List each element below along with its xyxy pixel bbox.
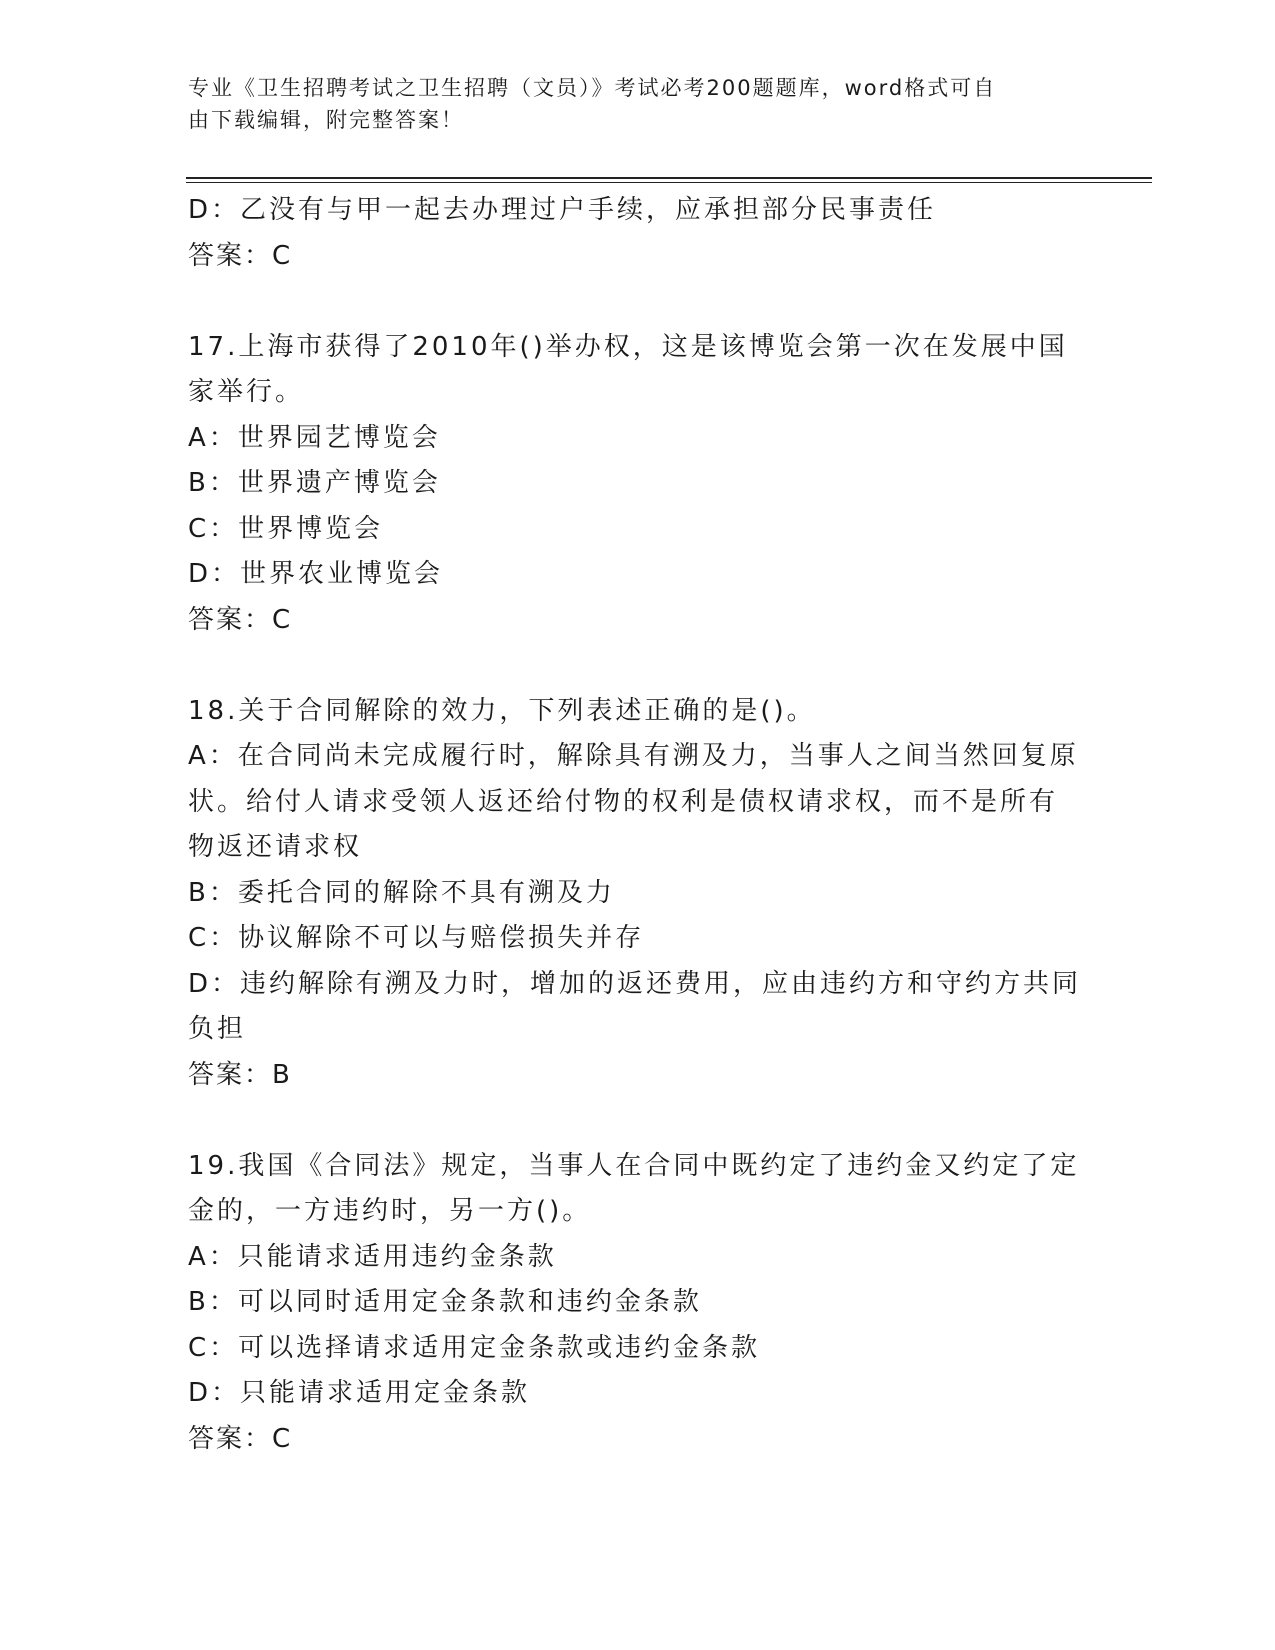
option-a-cont: 状。给付人请求受领人返还给付物的权利是债权请求权，而不是所有 bbox=[188, 786, 1059, 817]
option-c: C：可以选择请求适用定金条款或违约金条款 bbox=[188, 1332, 761, 1363]
header-line-2: 由下载编辑，附完整答案！ bbox=[188, 108, 464, 132]
option-c: C：世界博览会 bbox=[188, 513, 384, 544]
question-stem-cont: 家举行。 bbox=[188, 377, 305, 407]
option-b: B：委托合同的解除不具有溯及力 bbox=[188, 877, 615, 908]
question-stem: 18.关于合同解除的效力，下列表述正确的是()。 bbox=[188, 695, 816, 726]
option-d: D：违约解除有溯及力时，增加的返还费用，应由违约方和守约方共同 bbox=[188, 968, 1082, 999]
option-d: D：乙没有与甲一起去办理过户手续，应承担部分民事责任 bbox=[188, 195, 937, 225]
option-a: A：世界园艺博览会 bbox=[188, 422, 441, 453]
option-d: D：只能请求适用定金条款 bbox=[188, 1378, 531, 1408]
question-stem: 17.上海市获得了2010年()举办权，这是该博览会第一次在发展中国 bbox=[188, 331, 1068, 362]
answer: 答案：C bbox=[188, 604, 293, 635]
header-line-1: 专业《卫生招聘考试之卫生招聘（文员）》考试必考200题题库，word格式可自 bbox=[188, 76, 997, 100]
option-b: B：可以同时适用定金条款和违约金条款 bbox=[188, 1287, 702, 1317]
header-divider-thin bbox=[186, 182, 1152, 183]
answer: 答案：C bbox=[188, 1423, 293, 1454]
option-d: D：世界农业博览会 bbox=[188, 559, 444, 589]
spacer bbox=[188, 1098, 1088, 1144]
answer: 答案：B bbox=[188, 1059, 292, 1090]
header-divider-thick bbox=[186, 177, 1152, 179]
spacer bbox=[188, 279, 1088, 325]
question-19 bbox=[188, 1144, 1088, 1463]
question-stem-cont: 金的，一方违约时，另一方()。 bbox=[188, 1196, 592, 1226]
option-a: A：在合同尚未完成履行时，解除具有溯及力，当事人之间当然回复原 bbox=[188, 741, 1079, 771]
option-b: B：世界遗产博览会 bbox=[188, 468, 441, 498]
option-c: C：协议解除不可以与赔偿损失并存 bbox=[188, 923, 645, 953]
option-a: A：只能请求适用违约金条款 bbox=[188, 1241, 557, 1272]
question-17 bbox=[188, 325, 1088, 644]
question-list bbox=[188, 188, 1088, 1462]
question-18 bbox=[188, 689, 1088, 1099]
spacer bbox=[188, 643, 1088, 689]
option-a-cont-2: 物返还请求权 bbox=[188, 832, 363, 862]
question-stem: 19.我国《合同法》规定，当事人在合同中既约定了违约金又约定了定 bbox=[188, 1150, 1080, 1181]
document-header bbox=[188, 72, 1068, 136]
answer: 答案：C bbox=[188, 240, 293, 271]
option-d-cont: 负担 bbox=[188, 1014, 247, 1044]
question-16-tail bbox=[188, 188, 1088, 279]
